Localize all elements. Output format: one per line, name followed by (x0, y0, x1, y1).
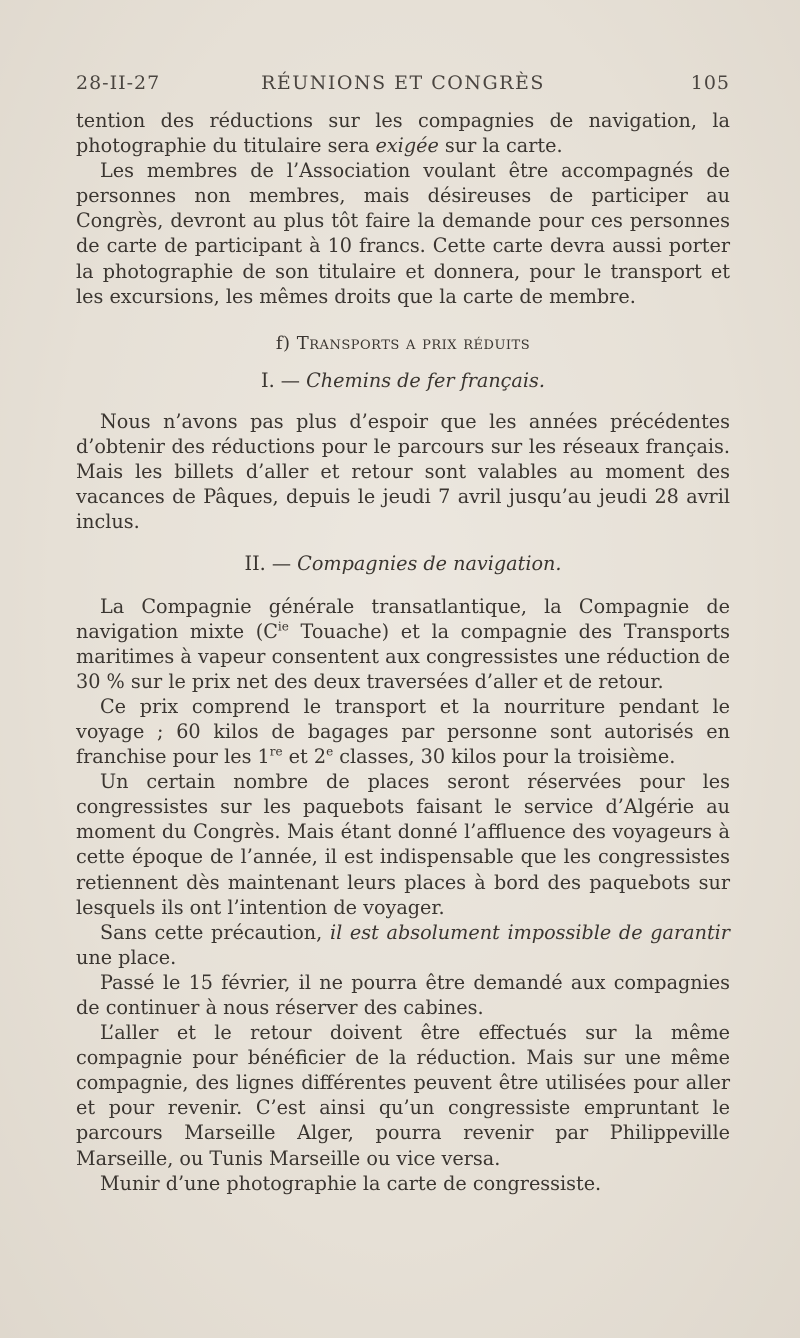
paragraph-membres: Les membres de l’Association voulant être accompagnés de personnes non membres, mais désireuses de participer au Congrès, devront au plus tôt faire la demande pour ces personnes de carte de participant à 10 francs. Cette carte devra aussi porter la photographie de son titulaire et donnera, pour le transport et les excursions, les mêmes droits que la carte de membre. (76, 159, 730, 308)
emphasis: exigée (375, 134, 439, 158)
paragraph-places: Un certain nombre de places seront réservées pour les congressistes sur les paquebots faisant le service d’Algérie au moment du Congrès. Mais étant donné l’affluence des voyageurs à cette époque de l’année, il est indispensable que les congressistes retiennent dès maintenant leurs places à bord des paquebots sur lesquels ils ont l’intention de voyager. (76, 770, 730, 919)
paragraph-compagnies: La Compagnie générale transatlantique, la Compagnie de navigation mixte ($C^{ie}$ Touache) et la compagnie des Transports maritimes à vapeur consentent aux congressistes une réduction de 30 % sur le prix net des deux traversées d’aller et de retour. (76, 594, 730, 693)
emphasis: il est absolument impossible de garantir (329, 920, 730, 944)
subheading-navigation: II. — Compagnies de navigation. (244, 552, 562, 576)
header-title: RÉUNIONS ET CONGRÈS (261, 72, 545, 94)
header-date: 28-II-27 (76, 72, 161, 94)
running-header (76, 72, 730, 102)
paragraph-fevrier: Passé le 15 février, il ne pourra être demandé aux compagnies de continuer à nous réserver des cabines. (76, 970, 730, 1019)
section-heading-transports: f) Transports a prix réduits (275, 332, 531, 354)
page-body (76, 108, 730, 1196)
subheading-chemins-de-fer: I. — Chemins de fer français. (261, 368, 545, 392)
paragraph-chemins-de-fer: Nous n’avons pas plus d’espoir que les années précédentes d’obtenir des réductions pour le parcours sur les réseaux français. Mais les billets d’aller et retour sont valables au moment des vacances de Pâques, depuis le jeudi 7 avril jusqu’au jeudi 28 avril inclus. (76, 409, 730, 534)
paragraph-aller-retour: L’aller et le retour doivent être effectués sur la même compagnie pour bénéficier de la réduction. Mais sur une même compagnie, des lignes différentes peuvent être utilisées pour aller et pour revenir. C’est ainsi qu’un congressiste empruntant le parcours Marseille Alger, pourra revenir par Philippeville Marseille, ou Tunis Marseille ou vice versa. (76, 1021, 730, 1170)
paragraph-prix: Ce prix comprend le transport et la nourriture pendant le voyage ; 60 kilos de bagages par personne sont autorisés en franchise pour les 1re et 2e classes, 30 kilos pour la troisième. (76, 694, 730, 769)
paragraph-continuation: tention des réductions sur les compagnies de navigation, la photographie du titulaire sera exigée sur la carte. (76, 109, 730, 158)
page-number: 105 (690, 72, 730, 94)
paragraph-precaution: Sans cette précaution, il est absolument impossible de garantir une place. (76, 920, 730, 969)
paragraph-photographie: Munir d’une photographie la carte de congressiste. (100, 1171, 602, 1195)
